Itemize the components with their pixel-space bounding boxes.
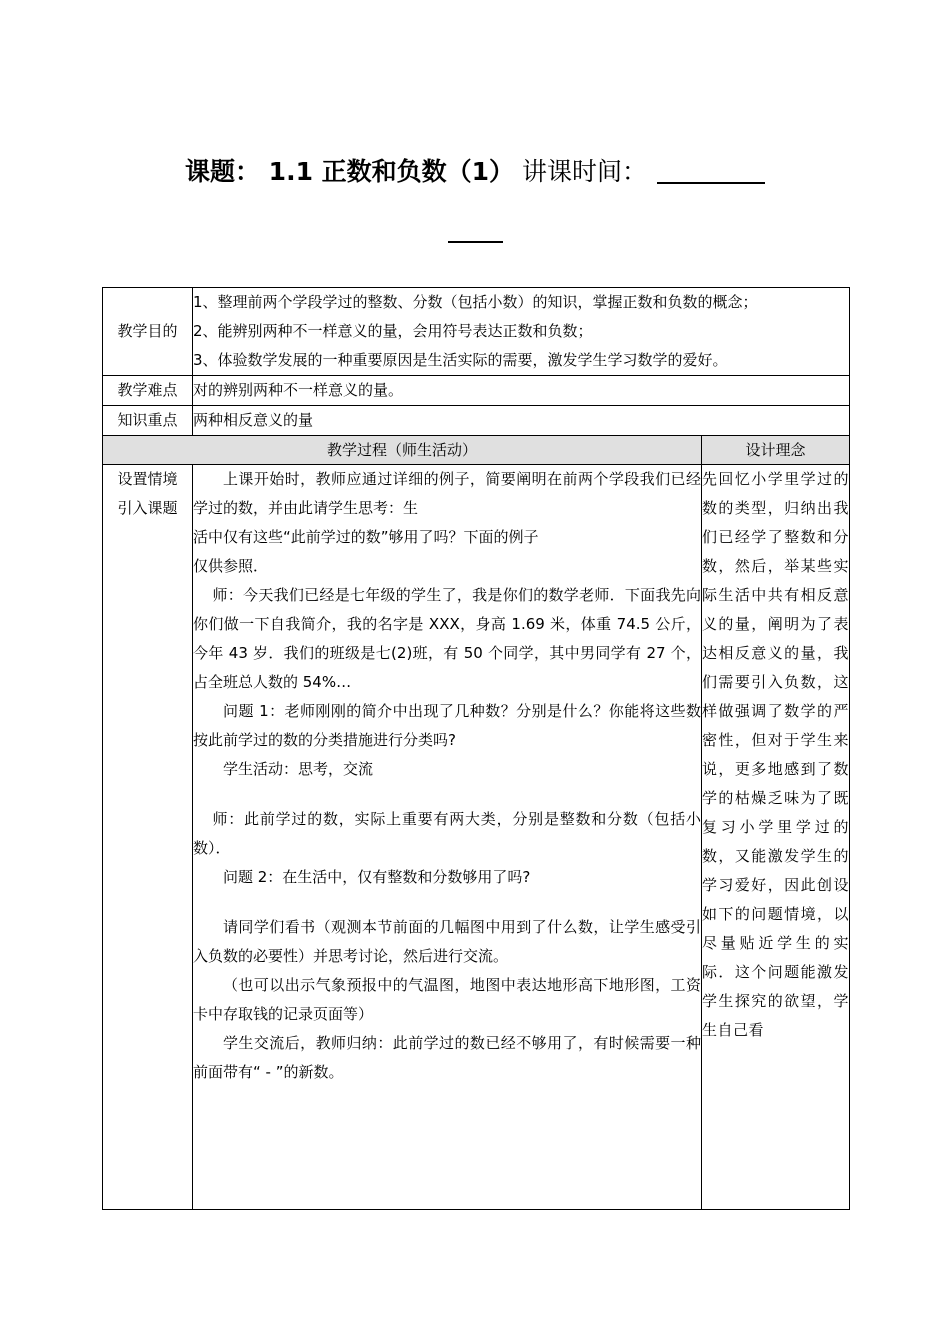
design-header: 设计理念 [702,436,850,465]
page-title [0,152,950,192]
lesson-title: 课题： 1.1 正数和负数（1） [184,157,515,186]
spacer [193,892,701,913]
paragraph: （也可以出示气象预报中的气温图，地图中表达地形高下地形图，工资卡中存取钱的记录页面等） [193,976,701,1023]
paragraph: 学生交流后，教师归纳：此前学过的数已经不够用了，有时候需要一种前面带有“ - ”的新数。 [193,1034,701,1081]
key-point-label: 知识重点 [103,406,193,436]
difficulty-label: 教学难点 [103,376,193,406]
difficulty-text: 对的辨别两种不一样意义的量。 [193,376,850,406]
paragraph: 师：今天我们已经是七年级的学生了，我是你们的数学老师．下面我先向你们做一下自我简介，我的名字是 XXX，身高 1.69 米，体重 74.5 公斤，今年 43 岁．我们的班级是七(2)班，有 50 个同学，其中男同学有 27 个，占全班总人数的 54%… [193,586,701,691]
paragraph: 活中仅有这些“此前学过的数”够用了吗？下面的例子 [193,528,539,546]
time-blank-continuation [448,241,503,243]
process-header: 教学过程（师生活动） [103,436,702,465]
objectives-row [103,288,850,376]
paragraph: 师：此前学过的数，实际上重要有两大类，分别是整数和分数（包括小数）． [193,810,701,857]
section-label [103,465,193,1210]
design-note: 先回忆小学里学过的数的类型，归纳出我们已经学了整数和分数，然后，举某些实际生活中共有相反意义的量，阐明为了表达相反意义的量，我们需要引入负数，这样做强调了数学的严密性，但对于学生来说，更多地感到了数学的枯燥乏味为了既复习小学里学过的数，又能激发学生的学习爱好，因此创设如下的问题情境，以尽量贴近学生的实际．这个问题能激发学生探究的欲望，学生自己看 [702,465,850,1210]
key-point-row [103,406,850,436]
objective-item: 1、整理前两个学段学过的整数、分数（包括小数）的知识，掌握正数和负数的概念； [193,293,758,311]
objectives-cell [193,288,850,376]
objective-item: 2、能辨别两种不一样意义的量，会用符号表达正数和负数； [193,322,593,340]
time-blank [657,156,765,184]
lesson-plan-table [102,287,850,1210]
paragraph: 问题 1：老师刚刚的简介中出现了几种数？分别是什么？你能将这些数按此前学过的数的分类措施进行分类吗? [193,702,701,749]
process-row [103,465,850,1210]
objectives-label: 教学目的 [103,288,193,376]
process-header-row [103,436,850,465]
objective-item: 3、体验数学发展的一种重要原因是生活实际的需要，激发学生学习数学的爱好。 [193,351,728,369]
section-label-line: 引入课题 [117,499,178,517]
spacer [193,784,701,805]
time-label: 讲课时间： [522,157,648,186]
difficulty-row [103,376,850,406]
paragraph: 请同学们看书（观测本节前面的几幅图中用到了什么数，让学生感受引入负数的必要性）并思考讨论，然后进行交流。 [193,918,701,965]
key-point-text: 两种相反意义的量 [193,406,850,436]
paragraph: 上课开始时，教师应通过详细的例子，简要阐明在前两个学段我们已经学过的数，并由此请学生思考：生 [193,470,701,517]
paragraph: 学生活动：思考，交流 [223,760,374,778]
paragraph: 仅供参照． [193,557,269,575]
process-content [193,465,702,1210]
section-label-line: 设置情境 [117,470,178,488]
paragraph: 问题 2：在生活中，仅有整数和分数够用了吗? [223,868,531,886]
